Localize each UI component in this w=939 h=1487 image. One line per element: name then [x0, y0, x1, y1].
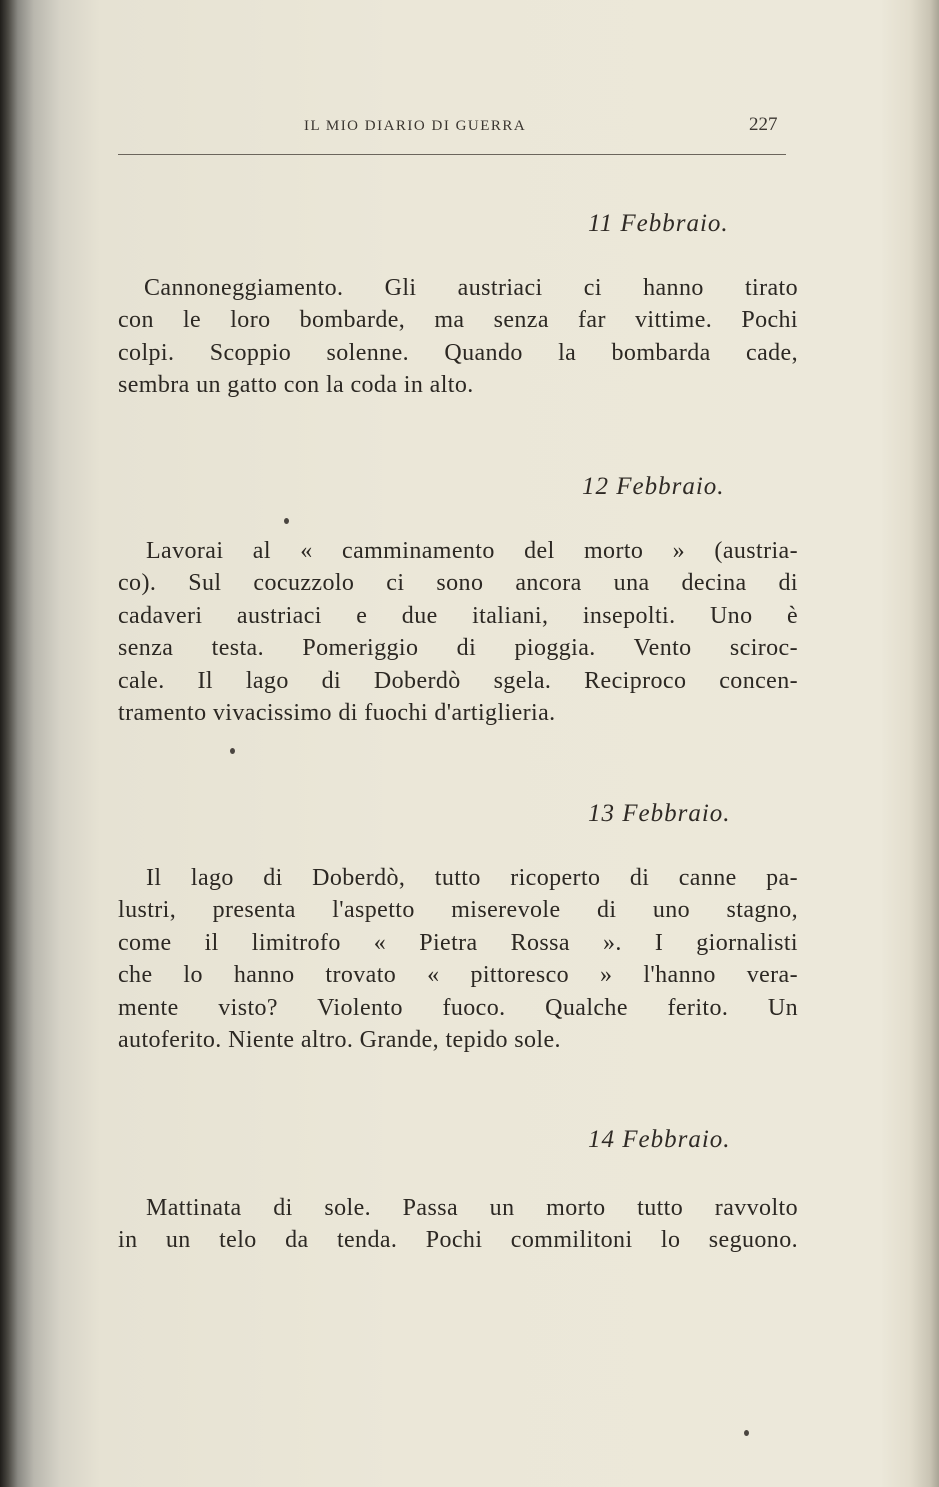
page-number: 227 — [749, 114, 778, 135]
text-line: in un telo da tenda. Pochi commilitoni lo seguono. — [118, 1227, 798, 1254]
entry-date: 12 Febbraio. — [582, 473, 725, 500]
text-line: come il limitrofo « Pietra Rossa ». I giornalisti — [118, 929, 798, 956]
header-rule — [118, 154, 786, 155]
text-line: Il lago di Doberdò, tutto ricoperto di canne pa- — [146, 865, 798, 891]
entry-date: 11 Febbraio. — [588, 210, 729, 237]
text-line: cadaveri austriaci e due italiani, insepolti. Uno è — [118, 602, 798, 629]
text-line: senza testa. Pomeriggio di pioggia. Vento sciroc- — [118, 635, 798, 662]
text-line: Cannoneggiamento. Gli austriaci ci hanno tirato — [144, 275, 798, 301]
text-line: Mattinata di sole. Passa un morto tutto ravvolto — [146, 1195, 798, 1221]
entry-text — [118, 1192, 798, 1257]
ink-speck — [744, 1430, 749, 1436]
text-line: che lo hanno trovato « pittoresco » l'hanno vera- — [118, 962, 798, 989]
entry-text — [118, 862, 798, 1056]
entry-text — [118, 272, 798, 402]
text-line: Lavorai al « camminamento del morto » (austria- — [146, 538, 798, 564]
entry-date: 14 Febbraio. — [588, 1126, 731, 1153]
text-line: autoferito. Niente altro. Grande, tepido sole. — [118, 1027, 561, 1054]
running-title: IL MIO DIARIO DI GUERRA — [304, 118, 527, 134]
text-line: sembra un gatto con la coda in alto. — [118, 372, 474, 399]
text-line: con le loro bombarde, ma senza far vittime. Pochi — [118, 307, 798, 334]
ink-speck — [230, 748, 235, 754]
text-line: lustri, presenta l'aspetto miserevole di uno stagno, — [118, 897, 798, 924]
entry-date: 13 Febbraio. — [588, 800, 731, 827]
text-line: colpi. Scoppio solenne. Quando la bombarda cade, — [118, 339, 798, 366]
ink-speck — [284, 518, 289, 524]
text-line: mente visto? Violento fuoco. Qualche ferito. Un — [118, 994, 798, 1021]
text-line: tramento vivacissimo di fuochi d'artiglieria. — [118, 700, 556, 727]
text-line: cale. Il lago di Doberdò sgela. Reciproco concen- — [118, 667, 798, 694]
text-line: co). Sul cocuzzolo ci sono ancora una decina di — [118, 570, 798, 597]
entry-text — [118, 535, 798, 729]
